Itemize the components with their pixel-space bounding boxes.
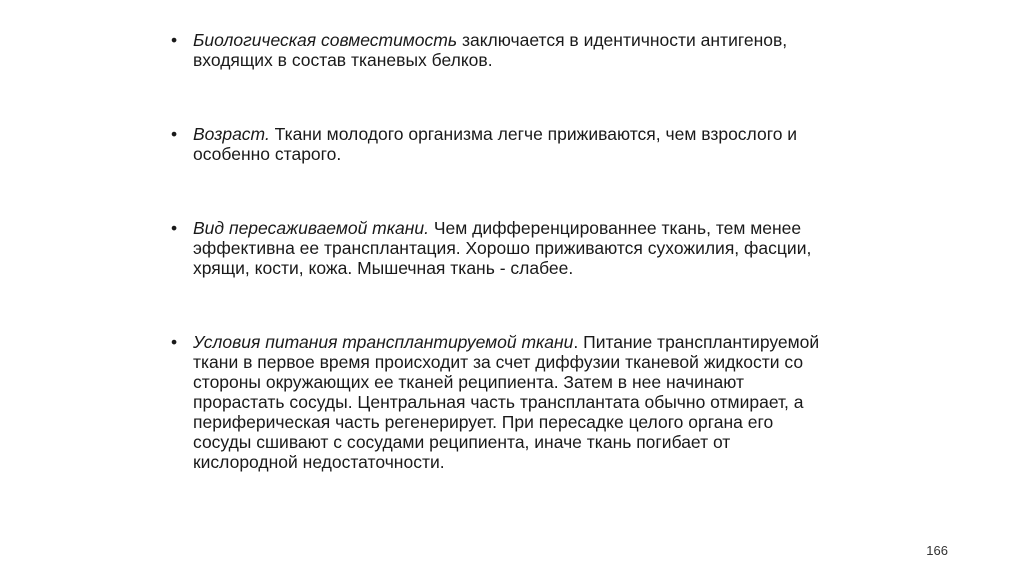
bullet-text: заключается в идентичности антигенов, входящих в состав тканевых белков. xyxy=(193,30,788,70)
page-number: 166 xyxy=(926,543,948,558)
bullet-lead: Условия питания трансплантируемой ткани xyxy=(193,332,574,352)
bullet-text: . Питание трансплантируемой ткани в первое время происходит за счет диффузии тканевой жидкости со стороны окружающих ее тканей реципиента. Затем в нее начинают прорастать сосуды. Центральная часть трансплантата обычно отмирает, а периферическая часть регенерирует. При пересадке целого органа его сосуды сшивают с сосудами реципиента, иначе ткань погибает от кислородной недостаточности. xyxy=(193,332,820,472)
bullet-lead: Возраст. xyxy=(193,124,270,144)
bullet-lead: Биологическая совместимость xyxy=(193,30,458,50)
bullet-list xyxy=(167,30,827,472)
bullet-biological-compatibility xyxy=(167,30,827,70)
bullet-text: Ткани молодого организма легче приживаются, чем взрослого и особенно старого. xyxy=(193,124,798,164)
bullet-lead: Вид пересаживаемой ткани. xyxy=(193,218,429,238)
bullet-tissue-type xyxy=(167,218,827,278)
bullet-text: Чем дифференцированнее ткань, тем менее эффективна ее трансплантация. Хорошо приживаются сухожилия, фасции, хрящи, кости, кожа. Мышечная ткань - слабее. xyxy=(193,218,812,278)
bullet-nutrition-conditions xyxy=(167,332,827,472)
bullet-age xyxy=(167,124,827,164)
